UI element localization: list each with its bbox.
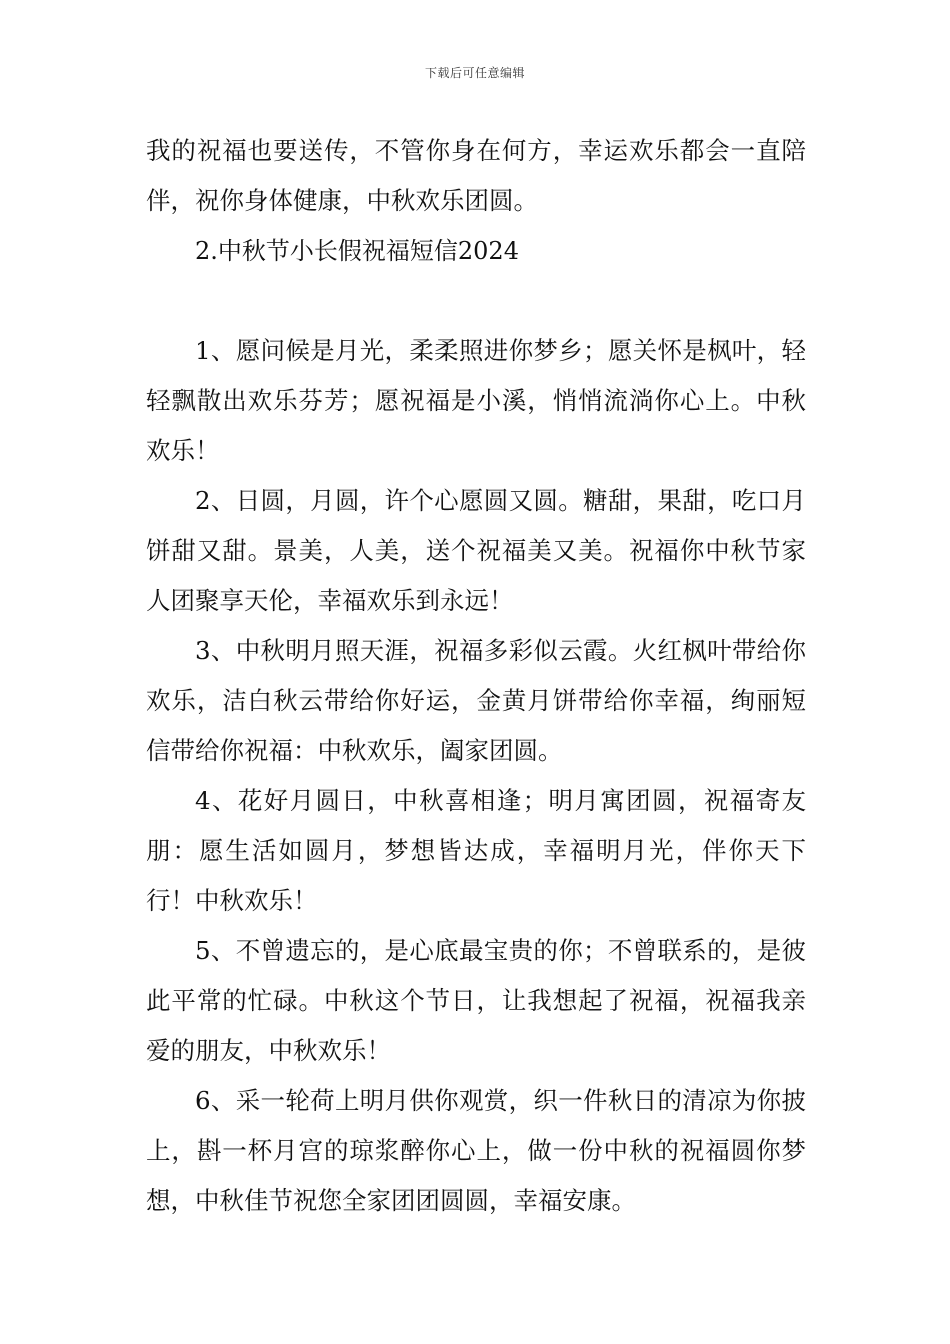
list-item: 2、日圆，月圆，许个心愿圆又圆。糖甜，果甜，吃口月饼甜又甜。景美，人美，送个祝福美又美。祝福你中秋节家人团聚享天伦，幸福欢乐到永远！ (146, 486, 806, 615)
document-body (146, 126, 806, 1226)
list-item: 1、愿问候是月光，柔柔照进你梦乡；愿关怀是枫叶，轻轻飘散出欢乐芬芳；愿祝福是小溪，悄悄流淌你心上。中秋欢乐！ (146, 336, 806, 465)
list-item: 3、中秋明月照天涯，祝福多彩似云霞。火红枫叶带给你欢乐，洁白秋云带给你好运，金黄月饼带给你幸福，绚丽短信带给你祝福：中秋欢乐，阖家团圆。 (146, 636, 806, 765)
intro-paragraph: 我的祝福也要送传，不管你身在何方，幸运欢乐都会一直陪伴，祝你身体健康，中秋欢乐团圆。 (146, 136, 806, 215)
list-item: 6、采一轮荷上明月供你观赏，织一件秋日的清凉为你披上，斟一杯月宫的琼浆醉你心上，做一份中秋的祝福圆你梦想，中秋佳节祝您全家团团圆圆，幸福安康。 (146, 1086, 806, 1215)
section-heading: 2.中秋节小长假祝福短信2024 (195, 237, 519, 265)
list-item: 5、不曾遗忘的，是心底最宝贵的你；不曾联系的，是彼此平常的忙碌。中秋这个节日，让我想起了祝福，祝福我亲爱的朋友，中秋欢乐！ (146, 936, 806, 1065)
blank-line (146, 276, 806, 326)
page-header: 下载后可任意编辑 (424, 66, 525, 80)
list-item: 4、花好月圆日，中秋喜相逢；明月寓团圆，祝福寄友朋：愿生活如圆月，梦想皆达成，幸福明月光，伴你天下行！中秋欢乐！ (146, 786, 806, 915)
